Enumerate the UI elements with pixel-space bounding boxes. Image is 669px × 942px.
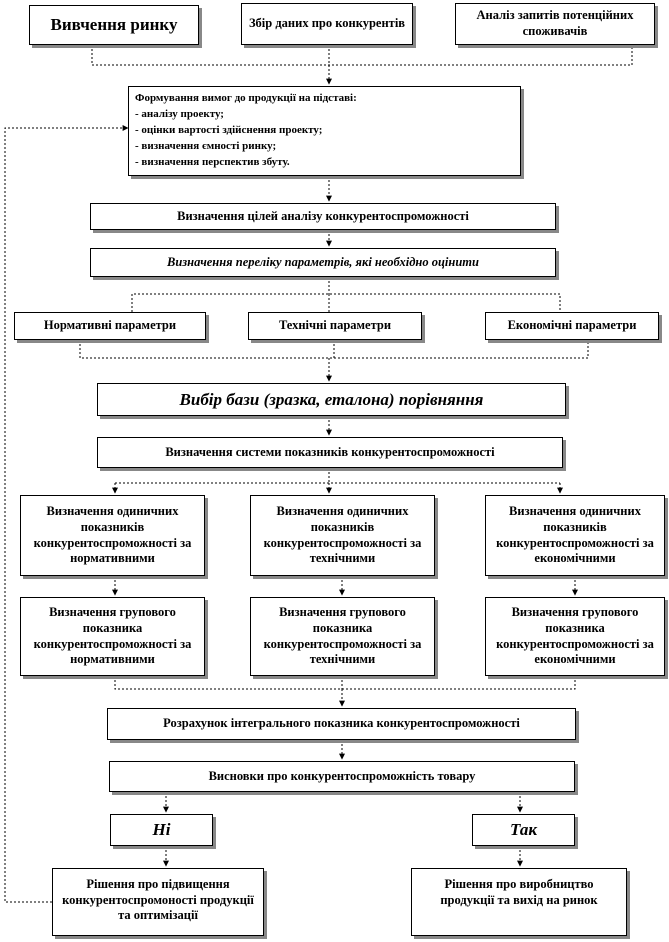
parameters-list-box <box>90 248 556 277</box>
single-normative-label: Визначення одиничних показників конкурентоспроможності за нормативними <box>33 504 192 566</box>
group-normative-label: Визначення групового показника конкурентоспроможності за нормативними <box>33 605 192 667</box>
indicator-system-box <box>97 437 563 468</box>
decision-produce-label: Рішення про виробництво продукції та вихід на ринок <box>440 877 598 907</box>
base-choice-label: Вибір бази (зразка, еталона) порівняння <box>179 389 484 409</box>
consumer-requests-box <box>455 3 655 45</box>
analysis-goals-box <box>90 203 556 230</box>
decision-produce-box <box>411 868 627 936</box>
requirements-item: - визначення перспектив збуту. <box>135 155 290 168</box>
group-technical-box <box>250 597 435 676</box>
group-normative-box <box>20 597 205 676</box>
group-technical-label: Визначення групового показника конкурентоспроможності за технічними <box>263 605 422 667</box>
indicator-system-label: Визначення системи показників конкурентоспроможності <box>165 444 495 459</box>
decision-improve-label: Рішення про підвищення конкурентоспромоності продукції та оптимізації <box>62 877 254 923</box>
no-label: Ні <box>152 820 171 840</box>
conclusions-box <box>109 761 575 792</box>
normative-parameters-box <box>14 312 206 340</box>
market-study-box <box>29 5 199 45</box>
economic-parameters-box <box>485 312 659 340</box>
decision-improve-box <box>52 868 264 936</box>
no-box <box>110 814 213 846</box>
competitor-data-box <box>241 3 413 45</box>
requirements-item: - визначення ємності ринку; <box>135 139 277 152</box>
consumer-requests-label: Аналіз запитів потенційних споживачів <box>476 8 634 38</box>
market-study-label: Вивчення ринку <box>50 15 178 35</box>
yes-box <box>472 814 575 846</box>
single-technical-label: Визначення одиничних показників конкурентоспроможності за технічними <box>263 504 422 566</box>
requirements-box <box>128 86 521 176</box>
competitor-data-label: Збір даних про конкурентів <box>248 16 406 31</box>
conclusions-label: Висновки про конкурентоспроможність товару <box>208 768 476 783</box>
technical-parameters-label: Технічні параметри <box>278 318 392 333</box>
group-economic-label: Визначення групового показника конкурентоспроможності за економічними <box>496 605 654 667</box>
base-choice-box <box>97 383 566 416</box>
technical-parameters-box <box>248 312 422 340</box>
single-economic-label: Визначення одиничних показників конкурентоспроможності за економічними <box>496 504 654 566</box>
group-economic-box <box>485 597 665 676</box>
yes-label: Так <box>510 820 537 840</box>
economic-parameters-label: Економічні параметри <box>507 318 637 333</box>
single-economic-box <box>485 495 665 576</box>
integral-box <box>107 708 576 740</box>
requirements-item: - аналізу проекту; <box>135 108 224 121</box>
integral-label: Розрахунок інтегрального показника конкурентоспроможності <box>163 716 520 731</box>
requirements-title: Формування вимог до продукції на підставі: <box>135 92 357 105</box>
single-technical-box <box>250 495 435 576</box>
parameters-list-label: Визначення переліку параметрів, які необхідно оцінити <box>167 254 479 269</box>
analysis-goals-label: Визначення цілей аналізу конкурентоспроможності <box>177 208 469 223</box>
single-normative-box <box>20 495 205 576</box>
requirements-item: - оцінки вартості здійснення проекту; <box>135 124 323 137</box>
normative-parameters-label: Нормативні параметри <box>43 318 177 333</box>
